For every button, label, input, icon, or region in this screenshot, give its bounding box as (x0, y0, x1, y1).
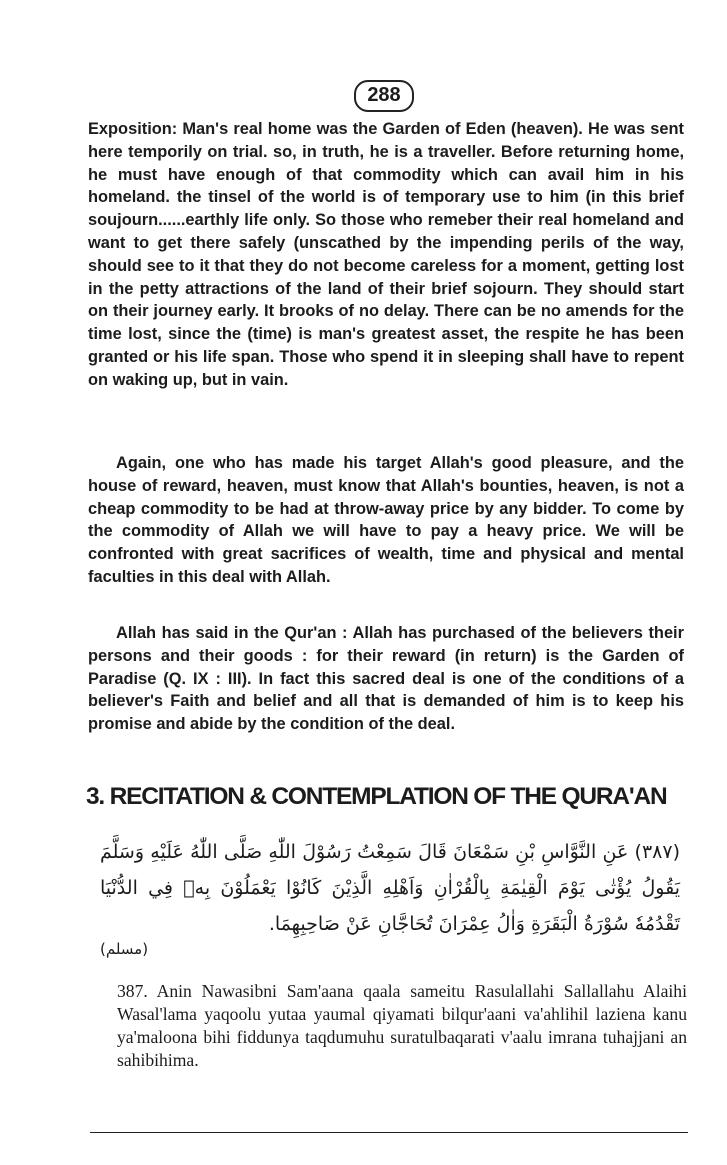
exposition-paragraph: Exposition: Man's real home was the Garden of Eden (heaven). He was sent here temporily on trial. so, in truth, he is a traveller. Before returning home, he must have enough of that commodity which can avail him in his homeland. the tinsel of the world is of temporary use to him (in this brief soujourn......earthly life only. So those who remeber their real homeland and want to get there safely (unscathed by the impending perils of the way, should see to it that they do not become careless for a moment, getting lost in the petty attractions of the land of their brief sojourn. They should start on their journey early. It brooks of no delay. There can be no amends for the time lost, since the (time) is man's greatest asset, the respite he has been granted or his life span. Those who spend it in sleeping shall have to repent on waking up, but in vain. (88, 120, 684, 389)
footer-divider (90, 1132, 688, 1133)
section-heading: 3. RECITATION & CONTEMPLATION OF THE QURA'AN (86, 783, 667, 810)
body-paragraph: Allah has said in the Qur'an : Allah has purchased of the believers their persons and their goods : for their reward (in return) is the Garden of Paradise (Q. IX : III). In fact this sacred deal is one of the conditions of a believer's Faith and belief and all that is demanded of him is to keep his promise and abide by the condition of the deal. (88, 624, 684, 734)
hadith-source: (مسلم) (100, 940, 149, 958)
page-number: 288 (354, 80, 414, 112)
hadith-transliteration: 387. Anin Nawasibni Sam'aana qaala sameitu Rasulallahi Sallallahu Alaihi Wasal'lama yaqoolu yutaa yaumal qiyamati bilqur'aani va'ahlihil laziena kanu ya'maloona bihi fiddunya taqdumuhu suratulbaqarati v'aalu imrana tuhajjani an sahibihima. (117, 981, 687, 1070)
body-paragraph: Again, one who has made his target Allah's good pleasure, and the house of reward, heaven, must know that Allah's bounties, heaven, is not a cheap commodity to be had at throw-away price by any bidder. To come by the commodity of Allah we will have to pay a heavy price. We will be confronted with great sacrifices of wealth, time and physical and mental faculties in this deal with Allah. (88, 454, 684, 586)
hadith-arabic-text: (٣٨٧) عَنِ النَّوَّاسِ بْنِ سَمْعَانَ قَالَ سَمِعْتُ رَسُوْلَ اللّٰهِ صَلَّى اللّٰهُ عَلَيْهِ وَسَلَّمَ يَقُولُ يُؤْتٰى يَوْمَ الْقِيٰمَةِ بِالْقُرْاٰنِ وَاَهْلِهِ الَّذِيْنَ كَانُوْا يَعْمَلُوْنَ بِهٖ فِي الدُّنْيَا تَقْدُمُهٗ سُوْرَةُ الْبَقَرَةِ وَاٰلُ عِمْرَانَ تُحَاجَّانِ عَنْ صَاحِبِهِمَا. (100, 841, 680, 935)
